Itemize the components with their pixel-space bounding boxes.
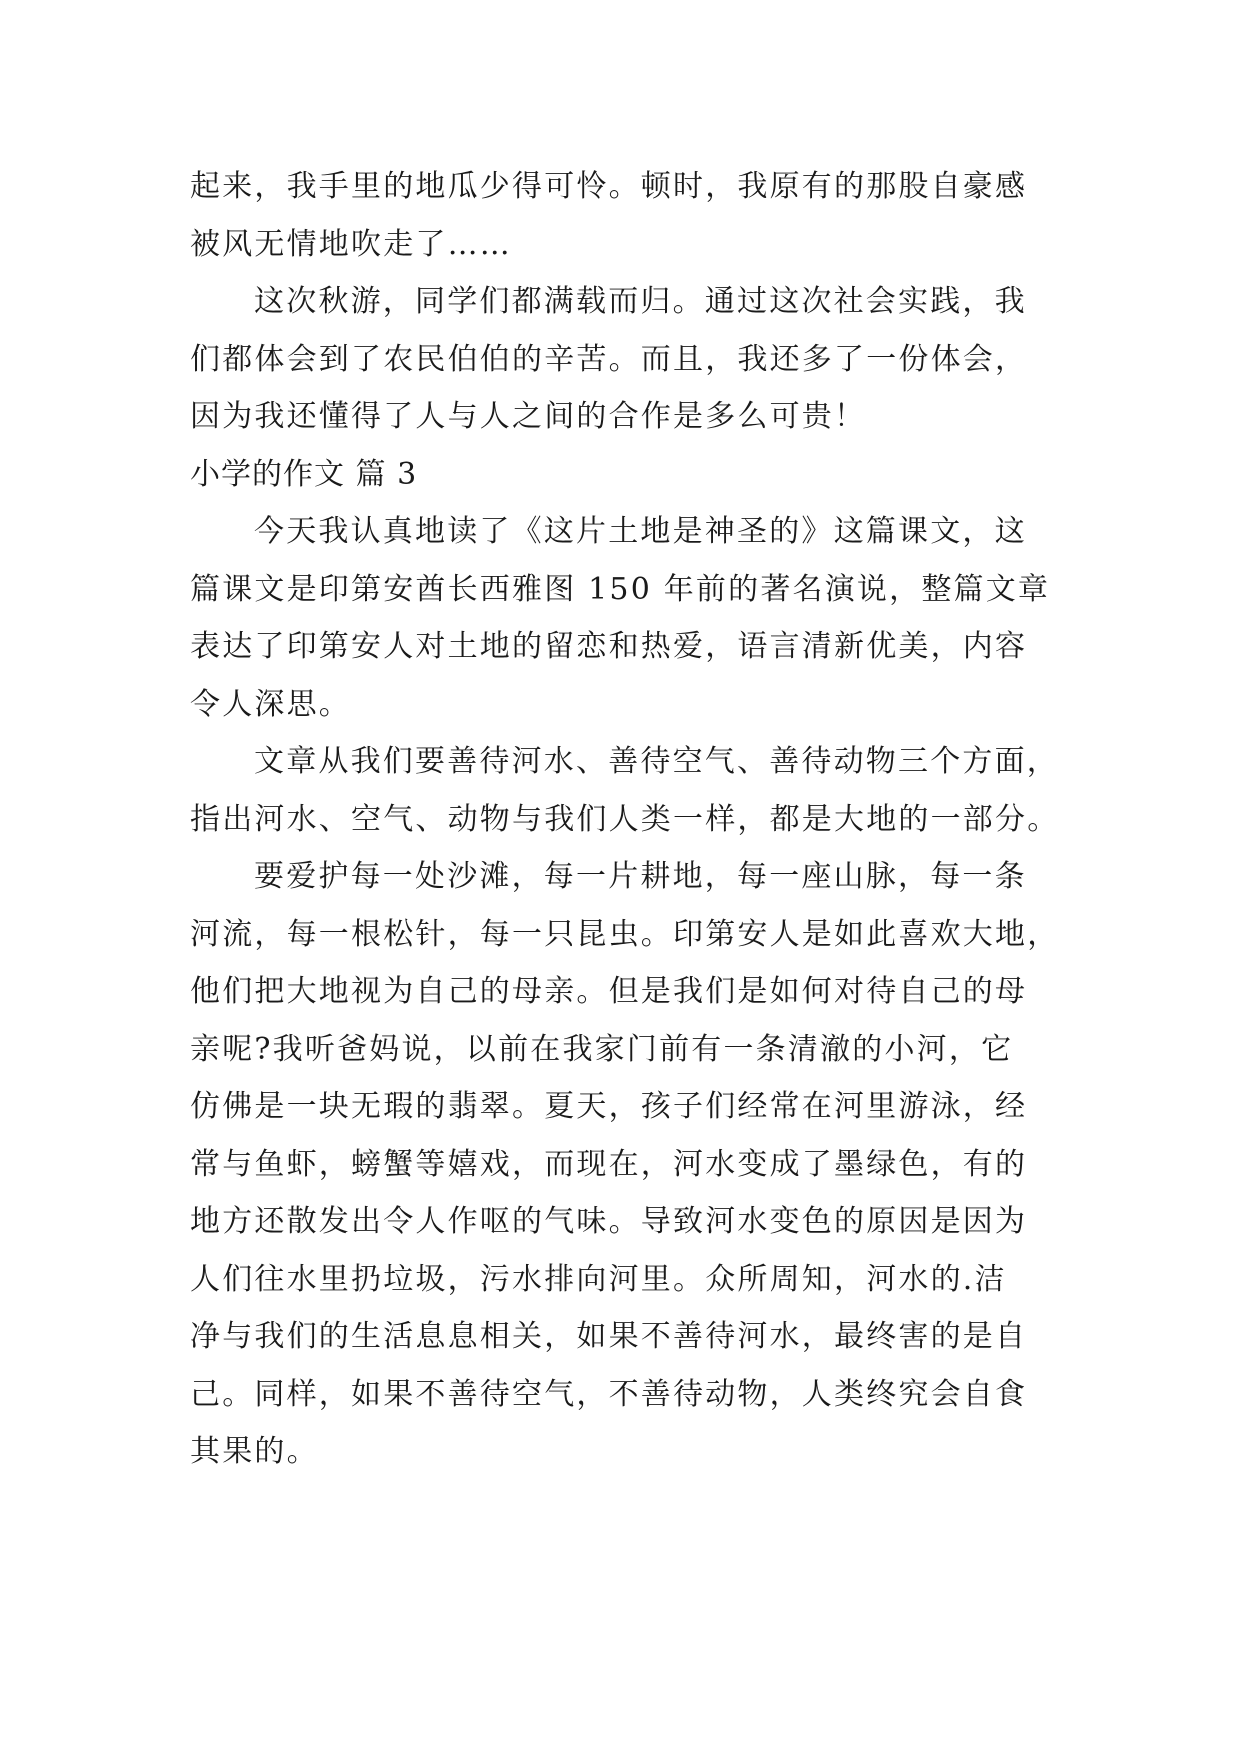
text-line: 己。同样，如果不善待空气，不善待动物，人类终究会自食: [190, 1376, 1028, 1412]
text-line: 他们把大地视为自己的母亲。但是我们是如何对待自己的母: [190, 974, 1028, 1009]
text-line: 人们往水里扔垃圾，污水排向河里。众所周知，河水的.洁: [190, 1261, 1007, 1297]
text-line: 表达了印第安人对土地的留恋和热爱，语言清新优美，内容: [190, 629, 1028, 664]
text-line: 净与我们的生活息息相关，如果不善待河水，最终害的是自: [190, 1319, 1028, 1354]
paragraph-start-line: 今天我认真地读了《这片土地是神圣的》这篇课文，这: [254, 514, 1027, 549]
text-line: 其果的。: [190, 1434, 319, 1469]
paragraph-start-line: 文章从我们要善待河水、善待空气、善待动物三个方面，: [254, 744, 1059, 779]
text-line: 因为我还懂得了人与人之间的合作是多么可贵！: [190, 399, 867, 434]
text-line: 篇课文是印第安酋长西雅图 150 年前的著名演说，整篇文章: [190, 571, 1051, 607]
text-line: 仿佛是一块无瑕的翡翠。夏天，孩子们经常在河里游泳，经: [190, 1089, 1028, 1124]
text-line: 被风无情地吹走了……: [190, 226, 512, 262]
text-line: 们都体会到了农民伯伯的辛苦。而且，我还多了一份体会，: [190, 341, 1028, 377]
section-heading: 小学的作文 篇 3: [190, 456, 418, 492]
text-line: 地方还散发出令人作呕的气味。导致河水变色的原因是因为: [190, 1204, 1028, 1239]
essay-text: [190, 158, 1070, 1481]
text-line: 河流，每一根松针，每一只昆虫。印第安人是如此喜欢大地，: [190, 916, 1060, 952]
text-line: 令人深思。: [190, 686, 351, 722]
paragraph-start-line: 这次秋游，同学们都满载而归。通过这次社会实践，我: [254, 284, 1027, 319]
text-line: 指出河水、空气、动物与我们人类一样，都是大地的一部分。: [190, 801, 1060, 837]
text-line: 亲呢?我听爸妈说，以前在我家门前有一条清澈的小河，它: [190, 1031, 1014, 1067]
paragraph-start-line: 要爱护每一处沙滩，每一片耕地，每一座山脉，每一条: [254, 859, 1027, 894]
text-line: 常与鱼虾，螃蟹等嬉戏，而现在，河水变成了墨绿色，有的: [190, 1146, 1028, 1182]
text-line: 起来，我手里的地瓜少得可怜。顿时，我原有的那股自豪感: [190, 169, 1028, 204]
